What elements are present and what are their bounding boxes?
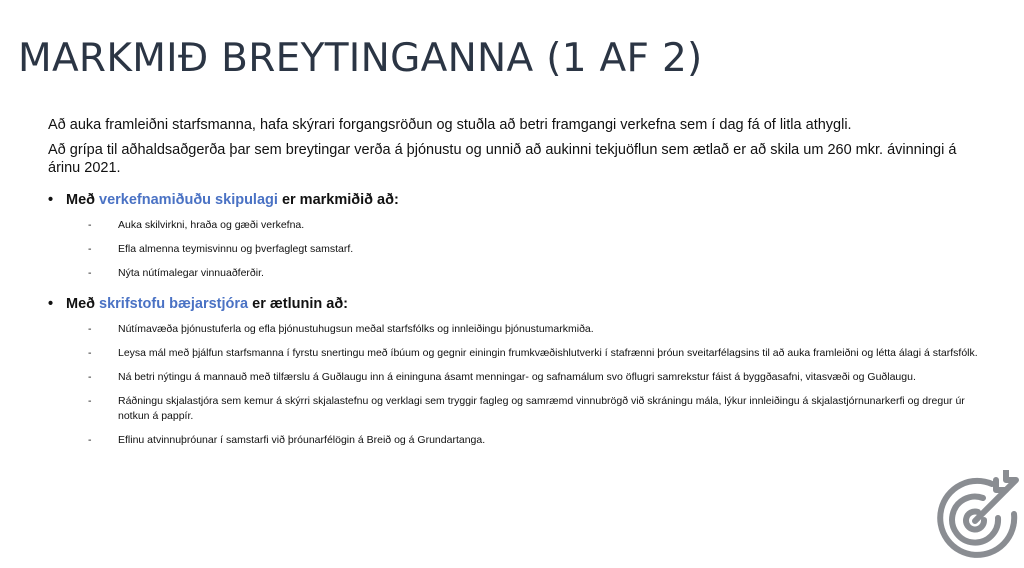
slide-content xyxy=(48,116,978,457)
dash-marker: - xyxy=(88,267,92,279)
dash-marker: - xyxy=(88,395,92,407)
dash-marker: - xyxy=(88,243,92,255)
list-item-text: Nýta nútímalegar vinnuaðferðir. xyxy=(118,267,264,279)
slide-title: MARKMIÐ BREYTINGANNA (1 AF 2) xyxy=(18,36,703,81)
paragraph-savings: Að grípa til aðhaldsaðgerða þar sem breytingar verða á þjónustu og unnið að aukinni tekjuöflun sem ætlað er að skila um 260 mkr. ávinningi á árinu 2021. xyxy=(48,142,957,176)
section-heading xyxy=(48,191,978,209)
dash-marker: - xyxy=(88,371,92,383)
section-project-organization xyxy=(48,191,978,281)
plan-list xyxy=(48,322,978,448)
list-item-text: Leysa mál með þjálfun starfsmanna í fyrstu snertingu með íbúum og gegnir einingin frumkvæðishlutverki í stafrænni þróun sveitarfélagsins til að auka framleiðni og létta álagi á starfsfólk. xyxy=(118,347,978,359)
bullet-marker: • xyxy=(48,296,54,312)
dash-marker: - xyxy=(88,323,92,335)
list-item-text: Ná betri nýtingu á mannauð með tilfærslu á Guðlaugu inn á eininguna ásamt menningar- og safnamálum svo öflugri samrekstur fáist á byggðasafni, vitasvæði og Guðlaugu. xyxy=(118,371,916,383)
list-item-text: Nútímavæða þjónustuferla og efla þjónustuhugsun meðal starfsfólks og innleiðingu þjónustumarkmiða. xyxy=(118,323,594,335)
list-item xyxy=(88,346,978,361)
dash-marker: - xyxy=(88,219,92,231)
list-item-text: Efla almenna teymisvinnu og þverfaglegt samstarf. xyxy=(118,243,354,255)
heading-highlight: skrifstofu bæjarstjóra xyxy=(99,296,249,312)
list-item-text: Auka skilvirkni, hraða og gæði verkefna. xyxy=(118,219,305,231)
heading-suffix: er markmiðið að: xyxy=(277,192,399,208)
list-item xyxy=(88,370,978,385)
list-item xyxy=(88,218,978,233)
heading-prefix: Með xyxy=(66,296,100,312)
heading-suffix: er ætlunin að: xyxy=(248,296,349,312)
bullet-marker: • xyxy=(48,192,54,208)
heading-prefix: Með xyxy=(66,192,100,208)
list-item-text: Eflinu atvinnuþróunar í samstarfi við þróunarfélögin á Breið og á Grundartanga. xyxy=(118,434,486,446)
target-arrow-icon xyxy=(928,470,1022,564)
heading-highlight: verkefnamiðuðu skipulagi xyxy=(99,192,278,208)
section-mayor-office xyxy=(48,295,978,448)
arrow-fletching xyxy=(996,470,1016,490)
list-item xyxy=(88,322,978,337)
goal-list xyxy=(48,218,978,281)
list-item xyxy=(88,242,978,257)
dash-marker: - xyxy=(88,434,92,446)
list-item xyxy=(88,433,978,448)
list-item xyxy=(88,266,978,281)
list-item xyxy=(88,394,978,424)
list-item-text: Ráðningu skjalastjóra sem kemur á skýrri skjalastefnu og verklagi sem tryggir fagleg og samræmd vinnubrögð við skráningu mála, lýkur innleiðingu á skjalastjórnunarkerfi og dregur úr notkun á pappír. xyxy=(118,395,965,422)
dash-marker: - xyxy=(88,347,92,359)
section-heading xyxy=(48,295,978,313)
paragraph-productivity: Að auka framleiðni starfsmanna, hafa skýrari forgangsröðun og stuðla að betri framgangi verkefna sem í dag fá of litla athygli. xyxy=(48,117,852,133)
